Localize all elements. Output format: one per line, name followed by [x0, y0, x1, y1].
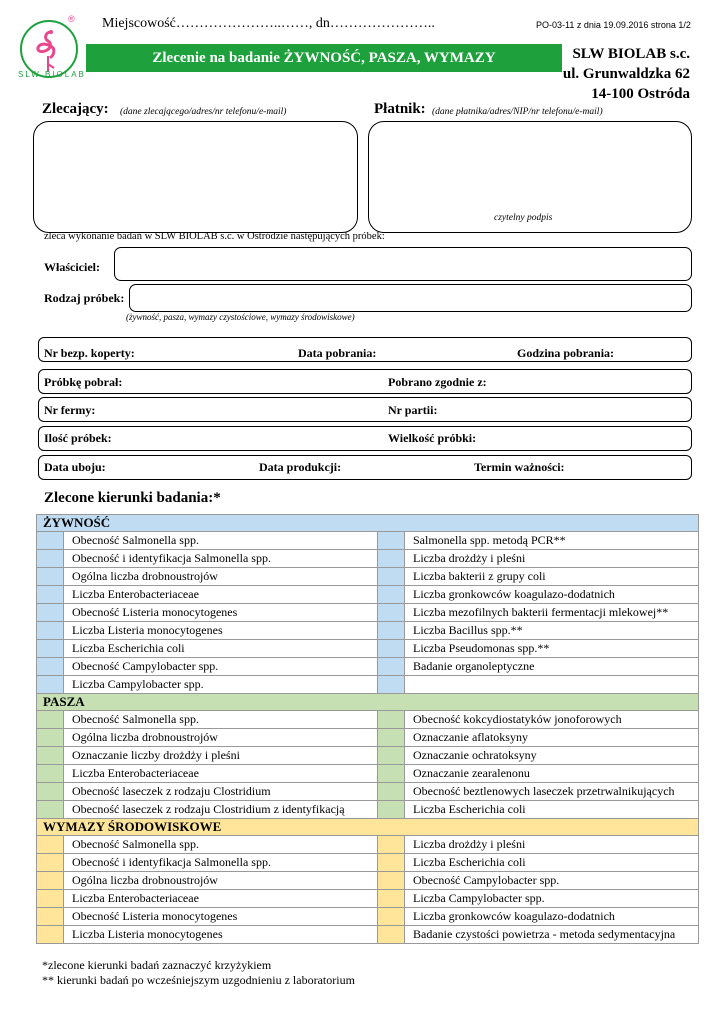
test-row — [37, 604, 699, 622]
order-sentence: zleca wykonanie badań w SLW BIOLAB s.c. w Ostródzie następujących próbek: — [44, 231, 385, 242]
test-checkbox[interactable] — [378, 836, 405, 854]
test-checkbox[interactable] — [378, 568, 405, 586]
test-label: Obecność Campylobacter spp. — [405, 872, 699, 890]
test-label: Liczba Escherichia coli — [64, 640, 378, 658]
test-label: Ogólna liczba drobnoustrojów — [64, 729, 378, 747]
test-label: Liczba Enterobacteriaceae — [64, 890, 378, 908]
test-row — [37, 801, 699, 819]
form-title: Zlecenie na badanie ŻYWNOŚĆ, PASZA, WYMAZY ŚRODOWISKOWE — [86, 44, 562, 72]
test-label: Badanie organoleptyczne — [405, 658, 699, 676]
test-checkbox[interactable] — [378, 711, 405, 729]
test-checkbox[interactable] — [37, 747, 64, 765]
test-row — [37, 836, 699, 854]
ordering-party-box[interactable] — [33, 121, 358, 233]
sample-count-row[interactable] — [38, 426, 692, 451]
test-checkbox[interactable] — [378, 550, 405, 568]
test-label: Oznaczanie aflatoksyny — [405, 729, 699, 747]
test-checkbox[interactable] — [378, 908, 405, 926]
sampling-time-label: Godzina pobrania: — [517, 346, 615, 360]
test-checkbox[interactable] — [37, 658, 64, 676]
lab-name: SLW BIOLAB s.c. — [572, 46, 690, 62]
test-row — [37, 747, 699, 765]
test-row — [37, 550, 699, 568]
test-checkbox[interactable] — [378, 890, 405, 908]
slaughter-date-label: Data uboju: — [44, 460, 106, 474]
test-label: Obecność Campylobacter spp. — [64, 658, 378, 676]
footnote-2: ** kierunki badań po wcześniejszym uzgodnieniu z laboratorium — [42, 973, 355, 987]
test-row — [37, 872, 699, 890]
test-checkbox[interactable] — [37, 836, 64, 854]
sampling-date-label: Data pobrania: — [298, 346, 377, 360]
test-checkbox[interactable] — [378, 532, 405, 550]
test-checkbox[interactable] — [37, 532, 64, 550]
test-checkbox[interactable] — [37, 908, 64, 926]
test-label: Liczba Enterobacteriaceae — [64, 586, 378, 604]
test-label: Liczba bakterii z grupy coli — [405, 568, 699, 586]
section-header: PASZA — [37, 694, 699, 711]
test-row — [37, 658, 699, 676]
test-label: Ogólna liczba drobnoustrojów — [64, 872, 378, 890]
test-label: Obecność laseczek z rodzaju Clostridium z identyfikacją — [64, 801, 378, 819]
test-label: Liczba Campylobacter spp. — [64, 676, 378, 694]
section-header: WYMAZY ŚRODOWISKOWE — [37, 819, 699, 836]
test-row — [37, 926, 699, 944]
test-label: Badanie czystości powietrza - metoda sedymentacyjna — [405, 926, 699, 944]
lab-city: 14-100 Ostróda — [591, 86, 690, 102]
test-checkbox[interactable] — [37, 783, 64, 801]
test-checkbox[interactable] — [37, 872, 64, 890]
test-label — [405, 676, 699, 694]
sampled-by-row[interactable] — [38, 369, 692, 394]
test-checkbox[interactable] — [37, 640, 64, 658]
test-checkbox[interactable] — [37, 926, 64, 944]
sample-size-label: Wielkość próbki: — [388, 431, 477, 445]
test-checkbox[interactable] — [378, 604, 405, 622]
lab-street: ul. Grunwaldzka 62 — [562, 66, 690, 82]
test-label: Liczba drożdży i pleśni — [405, 836, 699, 854]
test-checkbox[interactable] — [378, 765, 405, 783]
tests-heading: Zlecone kierunki badania:* — [44, 490, 221, 506]
test-checkbox[interactable] — [37, 801, 64, 819]
test-label: Liczba drożdży i pleśni — [405, 550, 699, 568]
test-checkbox[interactable] — [378, 640, 405, 658]
test-label: Liczba Campylobacter spp. — [405, 890, 699, 908]
test-label: Obecność beztlenowych laseczek przetrwalnikujących — [405, 783, 699, 801]
test-label: Liczba Pseudomonas spp.** — [405, 640, 699, 658]
test-label: Obecność i identyfikacja Salmonella spp. — [64, 854, 378, 872]
test-checkbox[interactable] — [378, 658, 405, 676]
signature-hint: czytelny podpis — [494, 213, 553, 223]
test-label: Obecność kokcydiostatyków jonoforowych — [405, 711, 699, 729]
section-header: ŻYWNOŚĆ — [37, 515, 699, 532]
place-date-line: Miejscowość…………………..……, dn………………….. — [102, 16, 435, 31]
test-checkbox[interactable] — [378, 854, 405, 872]
test-label: Liczba Escherichia coli — [405, 801, 699, 819]
test-row — [37, 908, 699, 926]
test-label: Liczba Escherichia coli — [405, 854, 699, 872]
sample-type-hint: (żywność, pasza, wymazy czystościowe, wymazy środowiskowe) — [126, 312, 355, 322]
test-row — [37, 676, 699, 694]
sample-type-label: Rodzaj próbek: — [44, 291, 125, 305]
test-row — [37, 586, 699, 604]
test-checkbox[interactable] — [378, 676, 405, 694]
test-row — [37, 568, 699, 586]
test-label: Obecność Salmonella spp. — [64, 532, 378, 550]
test-label: Liczba gronkowców koagulazo-dodatnich — [405, 908, 699, 926]
test-checkbox[interactable] — [37, 765, 64, 783]
registered-mark: ® — [68, 14, 75, 24]
test-label: Obecność Salmonella spp. — [64, 836, 378, 854]
test-checkbox[interactable] — [37, 854, 64, 872]
farm-row[interactable] — [38, 397, 692, 422]
test-label: Oznaczanie zearalenonu — [405, 765, 699, 783]
test-row — [37, 532, 699, 550]
footnote-1: *zlecone kierunki badań zaznaczyć krzyżykiem — [42, 958, 272, 972]
test-label: Obecność Listeria monocytogenes — [64, 604, 378, 622]
test-checkbox[interactable] — [378, 872, 405, 890]
test-checkbox[interactable] — [378, 586, 405, 604]
tests-table — [36, 514, 699, 944]
test-checkbox[interactable] — [378, 729, 405, 747]
test-checkbox[interactable] — [37, 568, 64, 586]
test-row — [37, 640, 699, 658]
test-checkbox[interactable] — [37, 890, 64, 908]
payer-label: Płatnik: — [374, 101, 426, 117]
test-checkbox[interactable] — [378, 783, 405, 801]
test-checkbox[interactable] — [37, 676, 64, 694]
test-row — [37, 783, 699, 801]
document-reference: PO-03-11 z dnia 19.09.2016 strona 1/2 — [536, 20, 691, 30]
sample-type-field[interactable] — [129, 284, 692, 312]
owner-label: Właściciel: — [44, 260, 100, 274]
farm-no-label: Nr fermy: — [44, 403, 96, 417]
test-label: Obecność Salmonella spp. — [64, 711, 378, 729]
owner-field[interactable] — [114, 247, 692, 281]
test-label: Liczba mezofilnych bakterii fermentacji mlekowej** — [405, 604, 699, 622]
test-checkbox[interactable] — [378, 801, 405, 819]
test-label: Liczba Listeria monocytogenes — [64, 926, 378, 944]
test-row — [37, 711, 699, 729]
sampled-by-label: Próbkę pobrał: — [44, 375, 123, 389]
envelope-no-label: Nr bezp. koperty: — [44, 346, 135, 360]
test-label: Obecność laseczek z rodzaju Clostridium — [64, 783, 378, 801]
test-label: Ogólna liczba drobnoustrojów — [64, 568, 378, 586]
test-label: Liczba gronkowców koagulazo-dodatnich — [405, 586, 699, 604]
test-row — [37, 622, 699, 640]
test-label: Salmonella spp. metodą PCR** — [405, 532, 699, 550]
test-checkbox[interactable] — [378, 622, 405, 640]
payer-hint: (dane płatnika/adres/NIP/nr telefonu/e-mail) — [432, 107, 603, 117]
test-row — [37, 765, 699, 783]
test-label: Liczba Enterobacteriaceae — [64, 765, 378, 783]
production-date-label: Data produkcji: — [259, 460, 342, 474]
test-label: Oznaczanie liczby drożdży i pleśni — [64, 747, 378, 765]
test-label: Liczba Listeria monocytogenes — [64, 622, 378, 640]
ordering-party-label: Zlecający: — [42, 101, 109, 117]
test-label: Oznaczanie ochratoksyny — [405, 747, 699, 765]
test-checkbox[interactable] — [37, 711, 64, 729]
expiry-date-label: Termin ważności: — [474, 460, 565, 474]
test-label: Liczba Bacillus spp.** — [405, 622, 699, 640]
test-row — [37, 729, 699, 747]
logo-text: SLW BIOLAB — [18, 70, 86, 79]
test-row — [37, 890, 699, 908]
test-checkbox[interactable] — [37, 604, 64, 622]
sample-count-label: Ilość próbek: — [44, 431, 112, 445]
test-label: Obecność Listeria monocytogenes — [64, 908, 378, 926]
test-checkbox[interactable] — [378, 747, 405, 765]
test-row — [37, 854, 699, 872]
lot-no-label: Nr partii: — [388, 403, 438, 417]
test-label: Obecność i identyfikacja Salmonella spp. — [64, 550, 378, 568]
test-checkbox[interactable] — [37, 729, 64, 747]
test-checkbox[interactable] — [378, 926, 405, 944]
test-checkbox[interactable] — [37, 550, 64, 568]
test-checkbox[interactable] — [37, 586, 64, 604]
dates-row[interactable] — [38, 455, 692, 480]
sampled-per-label: Pobrano zgodnie z: — [388, 375, 487, 389]
test-checkbox[interactable] — [37, 622, 64, 640]
ordering-party-hint: (dane zlecającego/adres/nr telefonu/e-mail) — [120, 107, 287, 117]
